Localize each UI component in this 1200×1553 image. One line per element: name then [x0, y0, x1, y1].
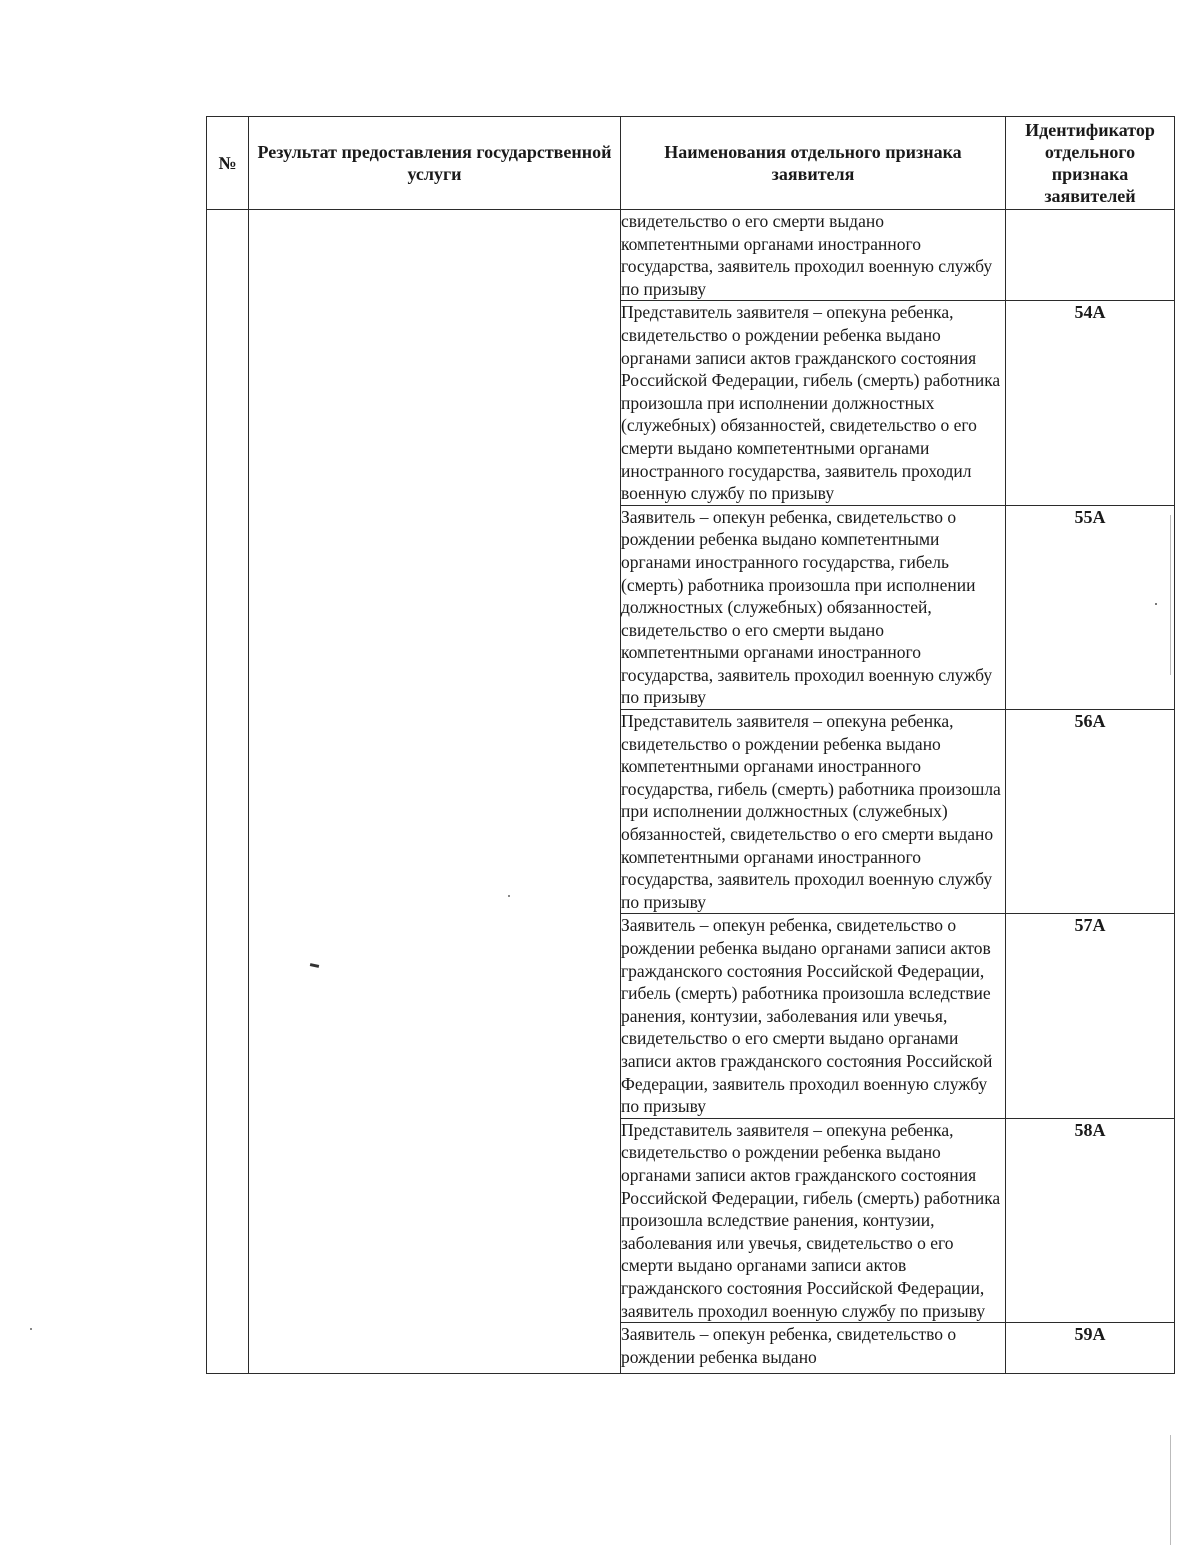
feature-name-cell: Заявитель – опекун ребенка, свидетельство о рождении ребенка выдано органами записи актов гражданского состояния Российской Федерации, гибель (смерть) работника произошла вследствие ранения, контузии, заболевания или увечья, свидетельство о его смерти выдано органами записи актов гражданского состояния Российской Федерации, заявитель проходил военную службу по призыву — [621, 914, 1006, 1118]
scan-speck — [1155, 603, 1157, 605]
scan-edge-mark — [1170, 515, 1171, 675]
number-cell-empty — [207, 210, 249, 1374]
header-feature-name: Наименования отдельного признака заявителя — [621, 117, 1006, 210]
feature-name-cell: Заявитель – опекун ребенка, свидетельство о рождении ребенка выдано — [621, 1323, 1006, 1374]
header-number: № — [207, 117, 249, 210]
header-feature-id: Идентификатор отдельного признака заявителей — [1006, 117, 1175, 210]
result-cell-empty — [249, 210, 621, 1374]
scan-edge-mark — [1170, 1435, 1171, 1545]
feature-id-cell: 56А — [1006, 710, 1175, 914]
feature-id-cell: 59А — [1006, 1323, 1175, 1374]
feature-id-cell: 54А — [1006, 301, 1175, 505]
feature-name-cell: Представитель заявителя – опекуна ребенка, свидетельство о рождении ребенка выдано органами записи актов гражданского состояния Российской Федерации, гибель (смерть) работника произошла при исполнении должностных (служебных) обязанностей, свидетельство о его смерти выдано компетентными органами иностранного государства, заявитель проходил военную службу по призыву — [621, 301, 1006, 505]
feature-name-cell: Представитель заявителя – опекуна ребенка, свидетельство о рождении ребенка выдано компетентными органами иностранного государства, гибель (смерть) работника произошла при исполнении должностных (служебных) обязанностей, свидетельство о его смерти выдано компетентными органами иностранного государства, заявитель проходил военную службу по призыву — [621, 710, 1006, 914]
header-service-result: Результат предоставления государственной услуги — [249, 117, 621, 210]
feature-name-cell: свидетельство о его смерти выдано компетентными органами иностранного государства, заявитель проходил военную службу по призыву — [621, 210, 1006, 301]
feature-name-cell: Представитель заявителя – опекуна ребенка, свидетельство о рождении ребенка выдано органами записи актов гражданского состояния Российской Федерации, гибель (смерть) работника произошла вследствие ранения, контузии, заболевания или увечья, свидетельство о его смерти выдано органами записи актов гражданского состояния Российской Федерации, заявитель проходил военную службу по призыву — [621, 1118, 1006, 1322]
scan-speck — [30, 1328, 32, 1330]
feature-id-cell: 58А — [1006, 1118, 1175, 1322]
table-row — [207, 210, 1175, 301]
feature-id-cell — [1006, 210, 1175, 301]
applicant-feature-table — [206, 116, 1175, 1374]
scan-speck — [508, 895, 510, 897]
feature-id-cell: 57А — [1006, 914, 1175, 1118]
feature-name-cell: Заявитель – опекун ребенка, свидетельство о рождении ребенка выдано компетентными органами иностранного государства, гибель (смерть) работника произошла при исполнении должностных (служебных) обязанностей, свидетельство о его смерти выдано компетентными органами иностранного государства, заявитель проходил военную службу по призыву — [621, 505, 1006, 709]
table-header-row — [207, 117, 1175, 210]
feature-id-cell: 55А — [1006, 505, 1175, 709]
